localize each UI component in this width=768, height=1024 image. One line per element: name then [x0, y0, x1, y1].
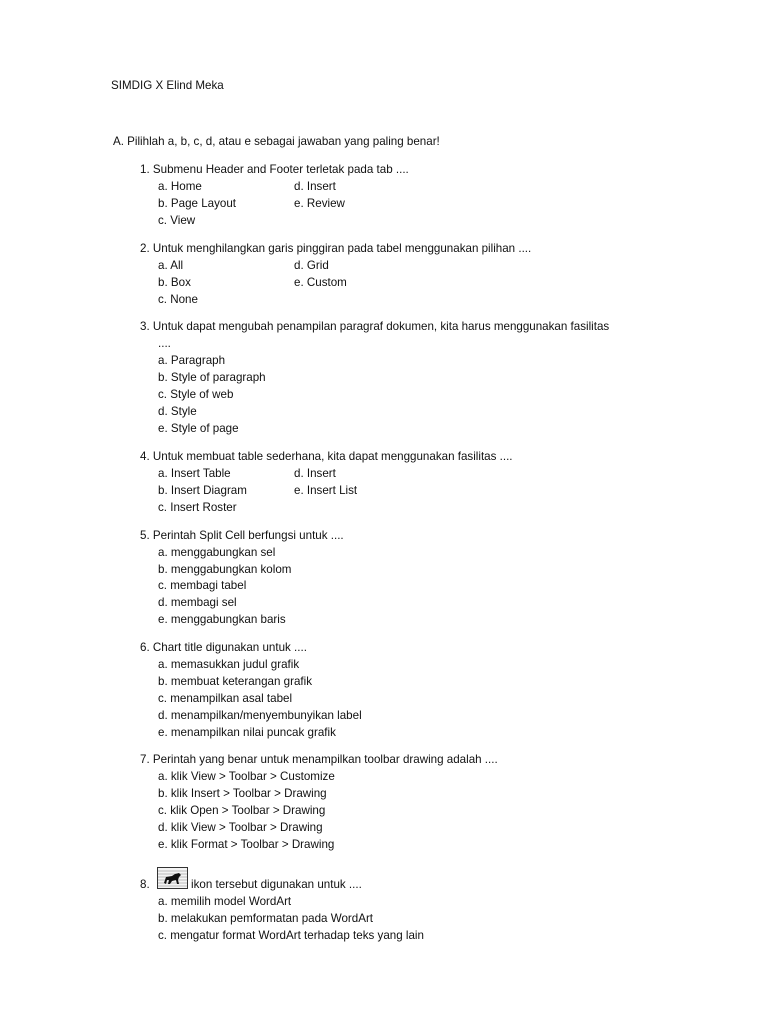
- q6-option-d: d. menampilkan/menyembunyikan label: [158, 709, 362, 722]
- q1-option-c: c. View: [158, 214, 196, 227]
- q5-option-d: d. membagi sel: [158, 596, 237, 609]
- q4-option-a: a. Insert Table: [158, 467, 231, 480]
- wordart-picture-icon: [157, 867, 188, 889]
- q3-option-a: a. Paragraph: [158, 354, 226, 367]
- q3-option-d: d. Style: [158, 405, 197, 418]
- q8-option-b: b. melakukan pemformatan pada WordArt: [158, 912, 374, 925]
- question-8: ikon tersebut digunakan untuk ....: [191, 878, 362, 891]
- question-3-continuation: ....: [158, 337, 171, 350]
- q8-option-c: c. mengatur format WordArt terhadap teks yang lain: [158, 929, 424, 942]
- q8-option-a: a. memilih model WordArt: [158, 895, 292, 908]
- q1-option-e: e. Review: [294, 197, 345, 210]
- q2-option-d: d. Grid: [294, 259, 329, 272]
- q2-option-b: b. Box: [158, 276, 191, 289]
- q1-option-a: a. Home: [158, 180, 202, 193]
- q1-option-d: d. Insert: [294, 180, 336, 193]
- q4-option-d: d. Insert: [294, 467, 336, 480]
- q2-option-e: e. Custom: [294, 276, 347, 289]
- question-8-number: 8.: [140, 878, 150, 891]
- q3-option-b: b. Style of paragraph: [158, 371, 266, 384]
- q3-option-e: e. Style of page: [158, 422, 239, 435]
- q7-option-b: b. klik Insert > Toolbar > Drawing: [158, 787, 327, 800]
- q6-option-e: e. menampilkan nilai puncak grafik: [158, 726, 336, 739]
- question-4: 4. Untuk membuat table sederhana, kita dapat menggunakan fasilitas ....: [140, 450, 513, 463]
- q6-option-b: b. membuat keterangan grafik: [158, 675, 313, 688]
- question-7: 7. Perintah yang benar untuk menampilkan toolbar drawing adalah ....: [140, 753, 498, 766]
- question-1: 1. Submenu Header and Footer terletak pada tab ....: [140, 163, 409, 176]
- section-title: A. Pilihlah a, b, c, d, atau e sebagai jawaban yang paling benar!: [113, 135, 440, 148]
- question-3: 3. Untuk dapat mengubah penampilan paragraf dokumen, kita harus menggunakan fasilitas: [140, 320, 610, 333]
- q5-option-b: b. menggabungkan kolom: [158, 563, 292, 576]
- question-2: 2. Untuk menghilangkan garis pinggiran pada tabel menggunakan pilihan ....: [140, 242, 532, 255]
- q7-option-e: e. klik Format > Toolbar > Drawing: [158, 838, 335, 851]
- q5-option-c: c. membagi tabel: [158, 579, 247, 592]
- q2-option-a: a. All: [158, 259, 184, 272]
- q6-option-a: a. memasukkan judul grafik: [158, 658, 300, 671]
- q7-option-d: d. klik View > Toolbar > Drawing: [158, 821, 323, 834]
- q6-option-c: c. menampilkan asal tabel: [158, 692, 293, 705]
- q4-option-b: b. Insert Diagram: [158, 484, 247, 497]
- question-5: 5. Perintah Split Cell berfungsi untuk ....: [140, 529, 344, 542]
- q5-option-e: e. menggabungkan baris: [158, 613, 286, 626]
- q2-option-c: c. None: [158, 293, 198, 306]
- document-header: SIMDIG X Elind Meka: [111, 79, 224, 92]
- q7-option-c: c. klik Open > Toolbar > Drawing: [158, 804, 326, 817]
- q5-option-a: a. menggabungkan sel: [158, 546, 276, 559]
- q7-option-a: a. klik View > Toolbar > Customize: [158, 770, 335, 783]
- q1-option-b: b. Page Layout: [158, 197, 236, 210]
- q4-option-c: c. Insert Roster: [158, 501, 237, 514]
- q4-option-e: e. Insert List: [294, 484, 358, 497]
- question-6: 6. Chart title digunakan untuk ....: [140, 641, 307, 654]
- q3-option-c: c. Style of web: [158, 388, 234, 401]
